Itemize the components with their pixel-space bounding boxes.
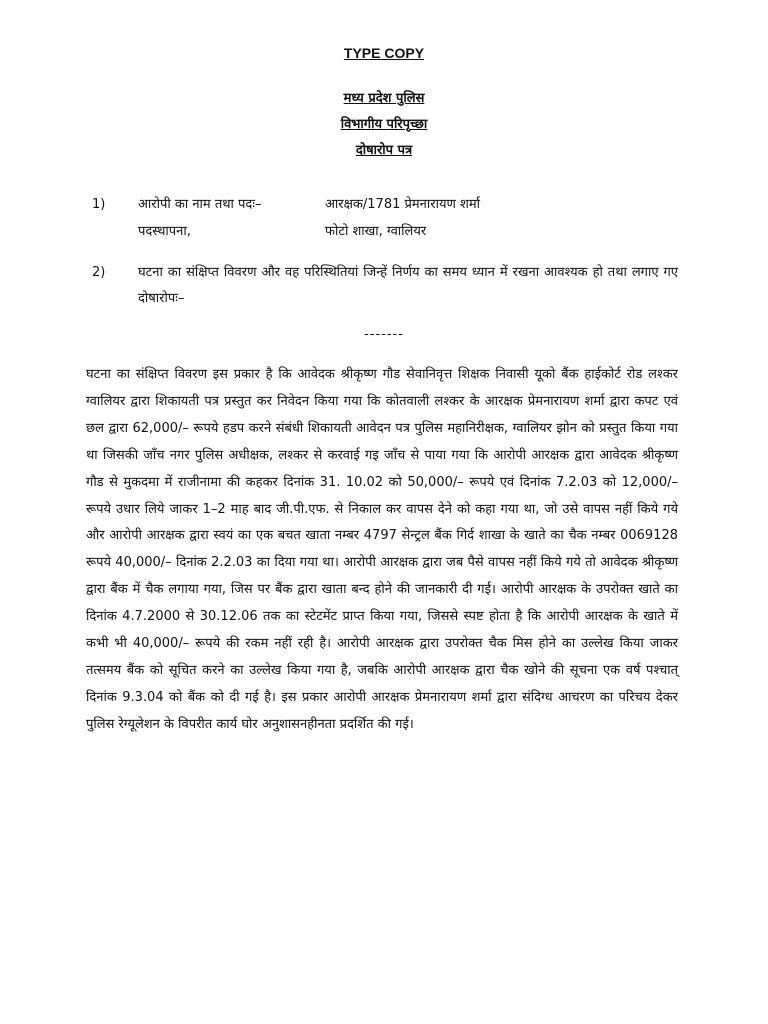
accused-name-label: आरोपी का नाम तथा पदः– <box>138 197 262 212</box>
separator-line: ------- <box>364 327 404 342</box>
item-2-number: 2) <box>92 265 106 280</box>
posting-value: फोटो शाखा, ग्वालियर <box>325 224 427 239</box>
item-1-number: 1) <box>92 197 106 212</box>
posting-label: पदस्थापना, <box>138 224 191 239</box>
charge-sheet-heading: दोषारोप पत्र <box>355 143 413 158</box>
accused-name-value: आरक्षक/1781 प्रेमनारायण शर्मा <box>325 197 480 212</box>
dept-heading: विभागीय परिपृच्छा <box>340 117 428 132</box>
type-copy-heading: TYPE COPY <box>343 45 425 61</box>
item-2-text: घटना का संक्षिप्त विवरण और वह परिस्थितियां जिन्हें निर्णय का समय ध्यान में रखना आवश्यक हो तथा लगाए गए दोषारोपः– <box>138 265 678 306</box>
org-heading: मध्य प्रदेश पुलिस <box>343 91 425 106</box>
incident-description-paragraph: घटना का संक्षिप्त विवरण इस प्रकार है कि आवेदक श्रीकृष्ण गौड सेवानिवृत्त शिक्षक निवासी यूको बैंक हाईकोर्ट रोड लश्कर ग्वालियर द्वारा शिकायती पत्र प्रस्तुत कर निवेदन किया गया कि कोतवाली लश्कर के आरक्षक प्रेमनारायण शर्मा द्वारा कपट एवं छल द्वारा 62,000/– रूपये हडप करने संबंधी शिकायती आवेदन पत्र पुलिस महानिरीक्षक, ग्वालियर झोन को प्रस्तुत किया गया था जिसकी जॉंच नगर पुलिस अधीक्षक, लश्कर से करवाई गइ जॉंच से पाया गया कि आरोपी आरक्षक द्वारा आवेदक श्रीकृष्ण गौड से मुकदमा में राजीनामा की कहकर दिनांक 31. 10.02 को 50,000/– रूपये एवं दिनांक 7.2.03 को 12,000/– रूपये उधार लिये जाकर 1–2 माह बाद जी.पी.एफ. से निकाल कर वापस देने को कहा गया था, जो उसे वापस नहीं किये गये और आरोपी आरक्षक द्वारा स्वयं का एक बचत खाता नम्बर 4797 सेन्ट्रल बैंक गिर्द शाखा के खाते का चैक नम्बर 0069128 रूपये 40,000/– दिनांक 2.2.03 का दिया गया था। आरोपी आरक्षक द्वारा जब पैसे वापस नहीं किये गये तो आवेदक श्रीकृष्ण द्वारा बैंक में चैक लगाया गया, जिस पर बैंक द्वारा खाता बन्द होने की जानकारी दी गई। आरोपी आरक्षक के उपरोक्त खाते का दिनांक 4.7.2000 से 30.12.06 तक का स्टेटमेंट प्राप्त किया गया, जिससे स्पष्ट होता है कि आरोपी आरक्षक के खाते में कभी भी 40,000/– रूपये की रकम नहीं रही है। आरोपी आरक्षक द्वारा उपरोक्त चैक मिस होने का उल्लेख किया जाकर तत्समय बैंक को सूचित करने का उल्लेख किया गया है, जबकि आरोपी आरक्षक द्वारा चैक खोने की सूचना एक वर्ष पश्चात् दिनांक 9.3.04 को बैंक को दी गई है। इस प्रकार आरोपी आरक्षक प्रेमनारायण शर्मा द्वारा संदिग्ध आचरण का परिचय देकर पुलिस रेग्यूलेशन के विपरीत कार्य घोर अनुशासनहीनता प्रदर्शित की गई। <box>86 367 678 732</box>
